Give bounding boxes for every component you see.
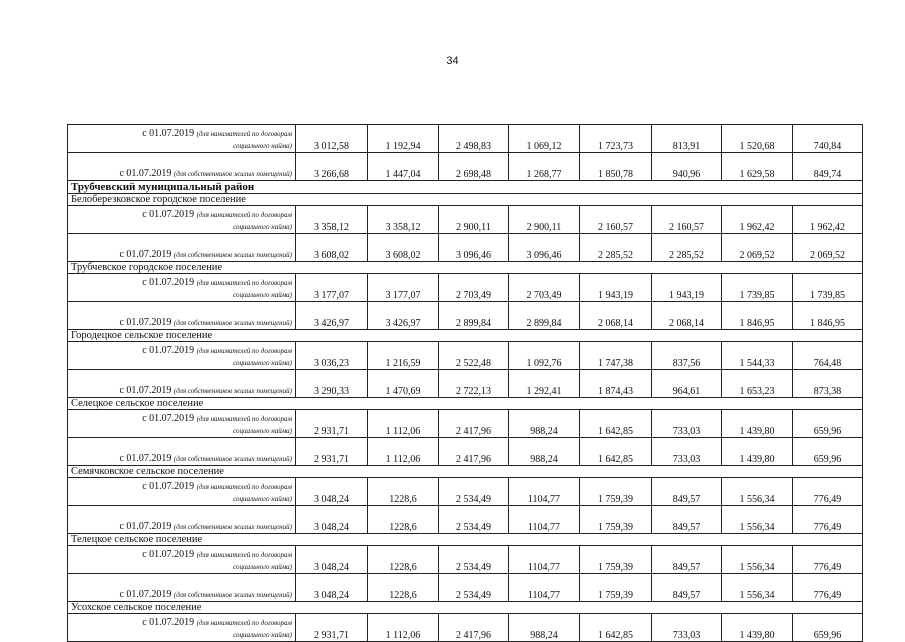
row-label (68, 478, 296, 506)
value-cell: 1 439,80 (722, 614, 793, 642)
table-row (68, 274, 863, 302)
subsection-title: Белоберезковское городское поселение (68, 194, 863, 206)
row-label-note-cont: социального найма) (233, 359, 292, 367)
value-cell: 2 931,71 (296, 438, 368, 466)
value-cell: 2 069,52 (722, 234, 793, 262)
value-cell: 1 292,41 (509, 370, 580, 398)
value-cell: 764,48 (793, 342, 863, 370)
row-label-note-cont: социального найма) (233, 291, 292, 299)
value-cell: 3 048,24 (296, 574, 368, 602)
row-label (68, 234, 296, 262)
table-row (68, 302, 863, 330)
table-row (68, 574, 863, 602)
row-label (68, 438, 296, 466)
value-cell: 2 534,49 (439, 574, 509, 602)
row-label-date: с 01.07.2019 (142, 277, 195, 288)
value-cell: 2 899,84 (439, 302, 509, 330)
row-label (68, 206, 296, 234)
value-cell: 1 962,42 (793, 206, 863, 234)
row-label-date: с 01.07.2019 (142, 128, 195, 139)
value-cell: 2 498,83 (439, 125, 509, 153)
value-cell: 3 096,46 (439, 234, 509, 262)
table-row (68, 410, 863, 438)
value-cell: 2 160,57 (580, 206, 652, 234)
value-cell: 776,49 (793, 574, 863, 602)
row-label-note: (для нанимателей по договорам (196, 483, 292, 491)
row-label (68, 125, 296, 153)
value-cell: 1 544,33 (722, 342, 793, 370)
row-label-note: (для собственников жилых помещений) (173, 523, 292, 531)
value-cell: 1 192,94 (368, 125, 439, 153)
row-label-note-cont: социального найма) (233, 563, 292, 571)
value-cell: 1 112,06 (368, 438, 439, 466)
row-label (68, 506, 296, 534)
value-cell: 1 759,39 (580, 574, 652, 602)
value-cell: 2 285,52 (652, 234, 722, 262)
value-cell: 3 608,02 (368, 234, 439, 262)
value-cell: 849,57 (652, 478, 722, 506)
value-cell: 1 642,85 (580, 438, 652, 466)
row-label-note: (для собственников жилых помещений) (173, 387, 292, 395)
row-label-note: (для собственников жилых помещений) (173, 591, 292, 599)
value-cell: 1 874,43 (580, 370, 652, 398)
value-cell: 1 850,78 (580, 153, 652, 181)
subsection-title: Усохское сельское поселение (68, 602, 863, 614)
tariff-table (67, 124, 863, 642)
row-label-date: с 01.07.2019 (142, 413, 195, 424)
value-cell: 733,03 (652, 410, 722, 438)
value-cell: 2 534,49 (439, 478, 509, 506)
value-cell: 1 642,85 (580, 614, 652, 642)
value-cell: 1 470,69 (368, 370, 439, 398)
value-cell: 2 698,48 (439, 153, 509, 181)
value-cell: 1 723,73 (580, 125, 652, 153)
row-label-note: (для собственников жилых помещений) (173, 251, 292, 259)
row-label-date: с 01.07.2019 (142, 481, 195, 492)
value-cell: 2 285,52 (580, 234, 652, 262)
value-cell: 2 534,49 (439, 506, 509, 534)
value-cell: 1 439,80 (722, 410, 793, 438)
value-cell: 964,61 (652, 370, 722, 398)
row-label-date: с 01.07.2019 (142, 345, 195, 356)
row-label-note: (для нанимателей по договорам (196, 415, 292, 423)
value-cell: 1 556,34 (722, 574, 793, 602)
table-row (68, 342, 863, 370)
value-cell: 3 358,12 (368, 206, 439, 234)
subsection-header-row (68, 466, 863, 478)
page-number: 34 (446, 55, 459, 67)
row-label-note-cont: социального найма) (233, 142, 292, 150)
value-cell: 1 846,95 (793, 302, 863, 330)
value-cell: 849,57 (652, 506, 722, 534)
value-cell: 1 112,06 (368, 614, 439, 642)
value-cell: 3 177,07 (296, 274, 368, 302)
value-cell: 1 556,34 (722, 506, 793, 534)
value-cell: 659,96 (793, 614, 863, 642)
value-cell: 2 417,96 (439, 410, 509, 438)
table-row (68, 478, 863, 506)
value-cell: 940,96 (652, 153, 722, 181)
section-header-row (68, 181, 863, 194)
row-label (68, 153, 296, 181)
row-label-date: с 01.07.2019 (119, 589, 172, 600)
value-cell: 2 417,96 (439, 438, 509, 466)
value-cell: 837,56 (652, 342, 722, 370)
row-label-note: (для нанимателей по договорам (196, 279, 292, 287)
value-cell: 988,24 (509, 614, 580, 642)
value-cell: 3 048,24 (296, 478, 368, 506)
value-cell: 2 900,11 (509, 206, 580, 234)
row-label-note: (для собственников жилых помещений) (173, 455, 292, 463)
value-cell: 1 268,77 (509, 153, 580, 181)
table-row (68, 546, 863, 574)
value-cell: 1 943,19 (652, 274, 722, 302)
value-cell: 2 703,49 (439, 274, 509, 302)
row-label (68, 302, 296, 330)
table-row (68, 234, 863, 262)
value-cell: 1 439,80 (722, 438, 793, 466)
table-row (68, 206, 863, 234)
value-cell: 2 160,57 (652, 206, 722, 234)
row-label (68, 574, 296, 602)
value-cell: 3 426,97 (368, 302, 439, 330)
value-cell: 2 068,14 (580, 302, 652, 330)
subsection-title: Трубчевское городское поселение (68, 262, 863, 274)
row-label-note-cont: социального найма) (233, 631, 292, 639)
value-cell: 2 417,96 (439, 614, 509, 642)
row-label-note: (для нанимателей по договорам (196, 211, 292, 219)
row-label-date: с 01.07.2019 (119, 168, 172, 179)
value-cell: 1 556,34 (722, 546, 793, 574)
table-row (68, 125, 863, 153)
table-row (68, 153, 863, 181)
value-cell: 1 112,06 (368, 410, 439, 438)
table-row (68, 370, 863, 398)
value-cell: 2 703,49 (509, 274, 580, 302)
value-cell: 813,91 (652, 125, 722, 153)
row-label-note: (для собственников жилых помещений) (173, 170, 292, 178)
value-cell: 1228,6 (368, 478, 439, 506)
value-cell: 3 177,07 (368, 274, 439, 302)
subsection-header-row (68, 398, 863, 410)
value-cell: 1 629,58 (722, 153, 793, 181)
value-cell: 1 069,12 (509, 125, 580, 153)
row-label-date: с 01.07.2019 (119, 317, 172, 328)
value-cell: 3 608,02 (296, 234, 368, 262)
value-cell: 849,74 (793, 153, 863, 181)
value-cell: 2 722,13 (439, 370, 509, 398)
value-cell: 1 759,39 (580, 478, 652, 506)
table-row (68, 438, 863, 466)
subsection-header-row (68, 602, 863, 614)
table-body (68, 125, 863, 642)
value-cell: 1104,77 (509, 546, 580, 574)
row-label (68, 274, 296, 302)
value-cell: 776,49 (793, 478, 863, 506)
value-cell: 1104,77 (509, 506, 580, 534)
section-title: Трубчевский муниципальный район (68, 181, 863, 194)
row-label-note: (для нанимателей по договорам (196, 130, 292, 138)
subsection-title: Селецкое сельское поселение (68, 398, 863, 410)
subsection-header-row (68, 534, 863, 546)
value-cell: 2 522,48 (439, 342, 509, 370)
value-cell: 733,03 (652, 614, 722, 642)
row-label (68, 342, 296, 370)
value-cell: 1 642,85 (580, 410, 652, 438)
value-cell: 1 216,59 (368, 342, 439, 370)
value-cell: 3 012,58 (296, 125, 368, 153)
subsection-title: Телецкое сельское поселение (68, 534, 863, 546)
value-cell: 849,57 (652, 546, 722, 574)
value-cell: 740,84 (793, 125, 863, 153)
value-cell: 3 048,24 (296, 546, 368, 574)
value-cell: 1228,6 (368, 574, 439, 602)
value-cell: 2 931,71 (296, 614, 368, 642)
value-cell: 3 266,68 (296, 153, 368, 181)
value-cell: 659,96 (793, 438, 863, 466)
row-label-note-cont: социального найма) (233, 427, 292, 435)
value-cell: 733,03 (652, 438, 722, 466)
row-label (68, 370, 296, 398)
value-cell: 2 068,14 (652, 302, 722, 330)
value-cell: 1 447,04 (368, 153, 439, 181)
row-label (68, 614, 296, 642)
value-cell: 1 759,39 (580, 546, 652, 574)
value-cell: 873,38 (793, 370, 863, 398)
value-cell: 1228,6 (368, 546, 439, 574)
row-label-note: (для нанимателей по договорам (196, 551, 292, 559)
value-cell: 1 962,42 (722, 206, 793, 234)
value-cell: 1 759,39 (580, 506, 652, 534)
row-label-note-cont: социального найма) (233, 223, 292, 231)
value-cell: 2 899,84 (509, 302, 580, 330)
value-cell: 849,57 (652, 574, 722, 602)
value-cell: 1 747,38 (580, 342, 652, 370)
value-cell: 1 739,85 (722, 274, 793, 302)
value-cell: 1 943,19 (580, 274, 652, 302)
row-label (68, 546, 296, 574)
row-label-date: с 01.07.2019 (119, 521, 172, 532)
value-cell: 1 739,85 (793, 274, 863, 302)
value-cell: 1228,6 (368, 506, 439, 534)
row-label-note: (для нанимателей по договорам (196, 619, 292, 627)
value-cell: 1 846,95 (722, 302, 793, 330)
value-cell: 3 358,12 (296, 206, 368, 234)
value-cell: 1104,77 (509, 574, 580, 602)
row-label-date: с 01.07.2019 (119, 453, 172, 464)
value-cell: 3 036,23 (296, 342, 368, 370)
value-cell: 2 534,49 (439, 546, 509, 574)
row-label-note: (для собственников жилых помещений) (173, 319, 292, 327)
value-cell: 3 426,97 (296, 302, 368, 330)
value-cell: 776,49 (793, 546, 863, 574)
value-cell: 1 653,23 (722, 370, 793, 398)
row-label-date: с 01.07.2019 (119, 385, 172, 396)
value-cell: 3 096,46 (509, 234, 580, 262)
table-row (68, 614, 863, 642)
value-cell: 1104,77 (509, 478, 580, 506)
subsection-header-row (68, 262, 863, 274)
value-cell: 3 048,24 (296, 506, 368, 534)
subsection-header-row (68, 194, 863, 206)
row-label-date: с 01.07.2019 (142, 617, 195, 628)
row-label-date: с 01.07.2019 (142, 209, 195, 220)
value-cell: 659,96 (793, 410, 863, 438)
value-cell: 2 069,52 (793, 234, 863, 262)
value-cell: 1 520,68 (722, 125, 793, 153)
subsection-title: Семячковское сельское поселение (68, 466, 863, 478)
value-cell: 1 092,76 (509, 342, 580, 370)
row-label-date: с 01.07.2019 (119, 249, 172, 260)
subsection-title: Городецкое сельское поселение (68, 330, 863, 342)
row-label-note-cont: социального найма) (233, 495, 292, 503)
value-cell: 988,24 (509, 438, 580, 466)
table-row (68, 506, 863, 534)
row-label-note: (для нанимателей по договорам (196, 347, 292, 355)
value-cell: 776,49 (793, 506, 863, 534)
row-label (68, 410, 296, 438)
subsection-header-row (68, 330, 863, 342)
row-label-date: с 01.07.2019 (142, 549, 195, 560)
value-cell: 2 900,11 (439, 206, 509, 234)
value-cell: 1 556,34 (722, 478, 793, 506)
value-cell: 3 290,33 (296, 370, 368, 398)
value-cell: 2 931,71 (296, 410, 368, 438)
value-cell: 988,24 (509, 410, 580, 438)
